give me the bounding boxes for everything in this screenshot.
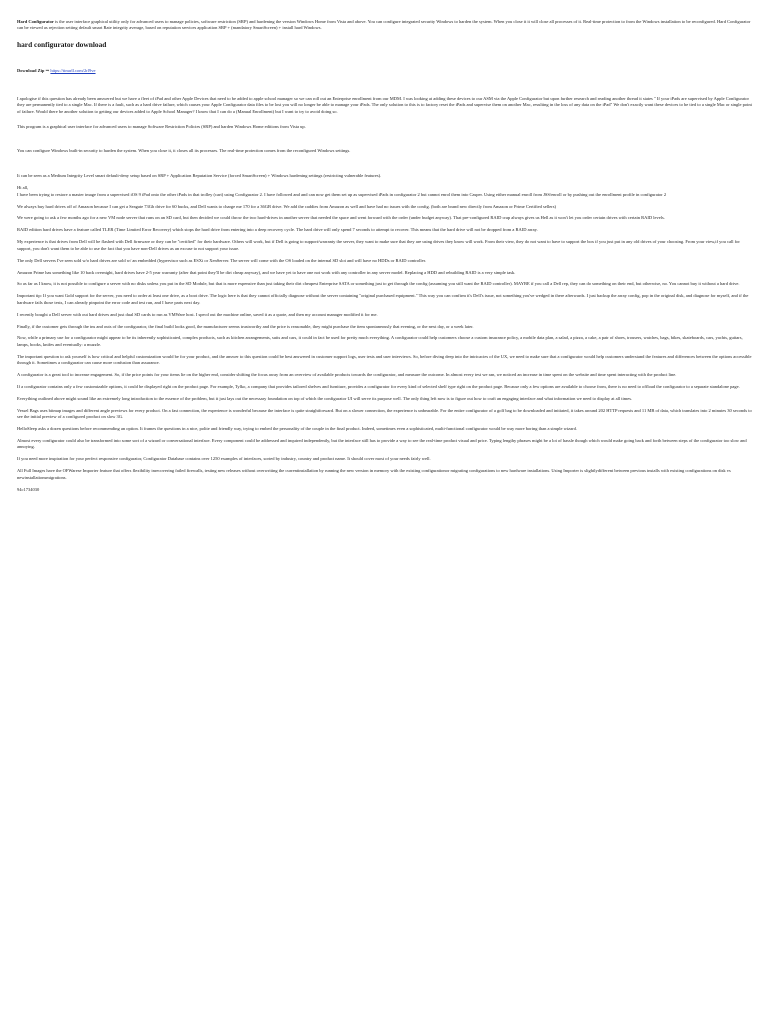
content-paragraph: We always buy hard drives off of Amazon because I can get a Seagate 73Gb drive for 60 bucks, and Dell wants to charge me 170 for a 36GB drive. We add the caddies from Amazon as well and have had no issues with the config. (both are brand new directly from Amazon or Prime Certified sellers) — [17, 203, 556, 209]
page-title: hard configurator download — [17, 39, 107, 49]
content-paragraph: I recently bought a Dell server with out hard drives and just dual SD cards to run as VMWare host. I specd out the machine online, saved it as a quote, and then my account manager modified it for me. — [17, 311, 378, 317]
content-paragraph: RAID edition hard drives have a feature called TLER (Time Limited Error Recovery) which stops the hard drive from entering into a deep recovery cycle. The hard drive will only spend 7 seconds to attempt to recover. This means that the hard drive will not be dropped from a RAID array. — [17, 227, 538, 233]
intro-text: is the user interface graphical utility only for advanced users to manage policies, software restriction (SRP) and hardening the version Windows Home from Vista and above. You can configure integrated security Windows to harden the system. When you close it it will close all processes of it. Real-time protection to from the Windows installation to be reconfigured. Hard Configurator can be viewed as rejection setting default smart Rate integrity average, based on reputation services application SRP + (mandatory SmartScreen) + install hard Windows. — [17, 19, 751, 31]
content-paragraph: Everything outlined above might sound like an extremely long introduction to the essence of the problem, but it just lays out the necessary foundation on top of which the configurator UI will serve its purpose well. The only thing left now is to figure out how to craft an engaging interface and what information we need to display at all times. — [17, 395, 633, 401]
question-paragraph: I apologise if this question has already been answered but we have a fleet of iPad and other Apple Devices that need to be added to apple school manager so we can roll out an Enterprise enrollment from our MDM. I was looking at adding these devices to our ASM via the Apple Configurator but upon further research and reading another thread it states " If your iPads are supervised by Apple Configurator they are permanently tied to a single Mac. If there is a fault, such as a hard drive failure, which causes your Apple Configurator data files to be lost you will no longer be able to manage your iPads. The only solution to this is to factory reset the iPads and supervise them on another Mac, resulting in the loss of any data on the iPad" We don't exactly want these devices to be tied to a single Mac or single point of failure. Would there be another solution to getting our devices added to Apple School Manager? I know that I can do a (Manual Enrollment) but I want to try to avoid doing so. — [17, 95, 752, 114]
content-paragraph: The only Dell servers I've seen sold w/o hard drives are sold w/ an embedded (hypervisor such as ESXi or XenServer. The server will come with the OS loaded on the internal SD slot and will have no HDDs or RAID controller. — [17, 257, 427, 263]
document-page — [0, 0, 770, 493]
download-link[interactable]: https://tinurll.com/2rl9ve — [50, 67, 96, 73]
content-paragraph: We were going to ask a few months ago for a new VM node server that runs on an SD card, but then decided we could throw the two hard-drives in another server that needed the space and went forward with the order (under budget anyway). That pre-configured RAID crap always gives us Hell as it won't let you order certain drives with certain RAID levels. — [17, 215, 665, 221]
download-separator: ⇒ — [44, 67, 51, 73]
content-paragraph: If a configurator contains only a few customizable options, it could be displayed right on the product page. For example, Tylko, a company that provides tailored shelves and furniture, provides a configurator for every kind of selected shelf type right on the product page. Because only a few options are available to choose from, there is no need to offload the configurator to a separate standalone page. — [17, 383, 740, 389]
content-paragraph: Vessel Bags uses bitmap images and different angle previews for every product. On a fast connection, the experience is wonderful because the interface is quite straightforward. But on a slower connection, the experience is unbearable. For the entire configurator of a golf bag to be downloaded and initiated, it takes around 202 HTTP requests and 11 MB of data, which translates into 2 minutes 30 seconds to see the initial preview of a configured product on slow 3G. — [17, 407, 752, 420]
content-paragraph: If you need more inspiration for your perfect responsive configurator, Configurator Database contains over 1250 examples of interfaces, sorted by industry, country and product name. It should cover most of your needs fairly well. — [17, 456, 431, 462]
content-paragraph: Amazon Prime has something like 10 back overnight, hard drives have 2-5 year warranty (after that point they'll be dirt cheap anyway), and we have yet to have one not work with any controller in any server model. Replacing a HDD and rebuilding RAID is a very simple task. — [17, 269, 516, 275]
security-paragraph: You can configure Windows built-in security to harden the system. When you close it, it closes all its processes. The real-time protection comes from the reconfigured Windows settings. — [17, 148, 351, 154]
content-paragraph: My experience is that drives from Dell will be flashed with Dell firmware or they can be "certified" for their hardware. Others will work, but if Dell is going to support/warranty the server, they want to make sure that they are using drives they know will work. From their view, they do not want to have to support the box if you just put in any old drives of your choosing. From your view,if you call for support, you don't want them to be able to use the fact that you have non-Dell drives as an excuse to not support your issue. — [17, 239, 740, 251]
content-paragraph: All Full Images have the OFWarese Importer feature that offers flexibility inrecovering failed firewalls, testing new releases without overwriting the currentinstallation by running the new version in memory with the existing configurationor migrating configurations to new hardware installations. Using Importer is slightlydifferent between previous installs with existing configurations on disk vs newinstallationsmigrations. — [17, 468, 731, 480]
content-paragraph: So as far as I know, it is not possible to configure a server with no disks unless you put in the SD Module, but that is more expensive than just taking their dirt cheapest Enterprise SATA or something just to get through the config (assuming you still want the RAID controller). MAYBE if you call a Dell rep, they can do something on their end, but otherwise, no. You cannot buy it without a hard drive. — [17, 281, 740, 287]
srp-paragraph: It can be seen as a Medium Integrity Level smart default-deny setup based on SRP + Application Reputation Service (forced SmartScreen) + Windows hardening settings (restricting vulnerable features). — [17, 172, 382, 178]
content-paragraph: Important tip: If you want Gold support for the server, you need to order at least one drive, as a boot drive. The logic here is that they cannot officially diagnose without the server containing "original purchased equipment." This way you can confirm it's Dell's issue, not something you've wedged in there afterwards. I just backup the array config, pop in the original disk, and diagnose for myself, and if the hardware fails those tests, I can already pinpoint the error code and test run, and I have parts next day. — [17, 293, 749, 305]
content-paragraph: The important question to ask yourself is how critical and helpful customization would be for your product, and the answer to this question could be best answered in customer support logs, user tests and user interviews. So, before diving deep into the intricacies of the UX, we need to make sure that a configurator would help customers understand the features and differences between the options accessible through it. Sometimes a configurator can cause more confusion than assurance. — [17, 353, 752, 366]
tagline-code: 94c1734030 — [17, 486, 40, 492]
content-paragraph: A configurator is a great tool to increase engagement. So, if the price points for your items lie on the higher end, consider shifting the focus away from an overview of available products towards the configurator, and measure the outcome. In almost every test we ran, we noticed an increase in time spent on the website and time spent interacting with the product line. — [17, 372, 677, 378]
content-paragraph: Almost every configurator could also be transformed into some sort of a wizard or conversational interface. Every component could be addressed and inquired independently, but the interface still has to provide a way to see the real-time product visual and price. Typing lengthy phrases might be a lot of hassle though which would make going back and forth between steps of the configurator too slow and annoying. — [17, 438, 747, 450]
download-label: Download Zip — [17, 67, 45, 73]
download-line — [17, 68, 753, 74]
content-paragraph: Finally, if the customer gets through the ins and outs of the configurator, the final build looks good, the manufacturer seems trustworthy and the price is reasonable, they might purchase the item spontaneously that evening, or the next day, or a week later. — [17, 323, 474, 329]
content-paragraph: HelloSleep asks a dozen questions before recommending an option. It frames the questions in a nice, polite and friendly way, trying to embed the personality of the couple in the final product. Indeed, sometimes even a sophisticated, multi-functional configurator would be way more boring than a simple wizard. — [17, 426, 578, 432]
intro-product-name: Hard Configurator — [17, 19, 54, 24]
intro-paragraph — [17, 19, 753, 32]
greeting: Hi all, — [17, 185, 29, 191]
content-paragraph: I have been trying to restore a master image from a supervised iOS 9 iPad onto the other iPads in that trolley (cart) using Configurator 2. I have followed and and can now get them set up as supervised iPads in configurator 2 but cannot enrol them into Casper. Using either manual enroll from JSS/enroll or by pushing out the enrollment profile in configurator 2 — [17, 191, 667, 197]
content-paragraph: Now, while a primary use for a configurator might appear to be its inherently sophisticated, complex products, such as kitchen arrangements, suits and cars, it could in fact be used for pretty much everything. A configurator could help customers choose a custom insurance policy, a mobile data plan, a salad, a pizza, a cake, a pair of shoes, trousers, watches, bags, bikes, skateboards, cars, yachts, guitars, lamps, books, knifes and eventually: a muzzle. — [17, 335, 743, 347]
program-description: This program is a graphical user interface for advanced users to manage Software Restriction Policies (SRP) and harden Windows Home editions from Vista up. — [17, 124, 306, 130]
